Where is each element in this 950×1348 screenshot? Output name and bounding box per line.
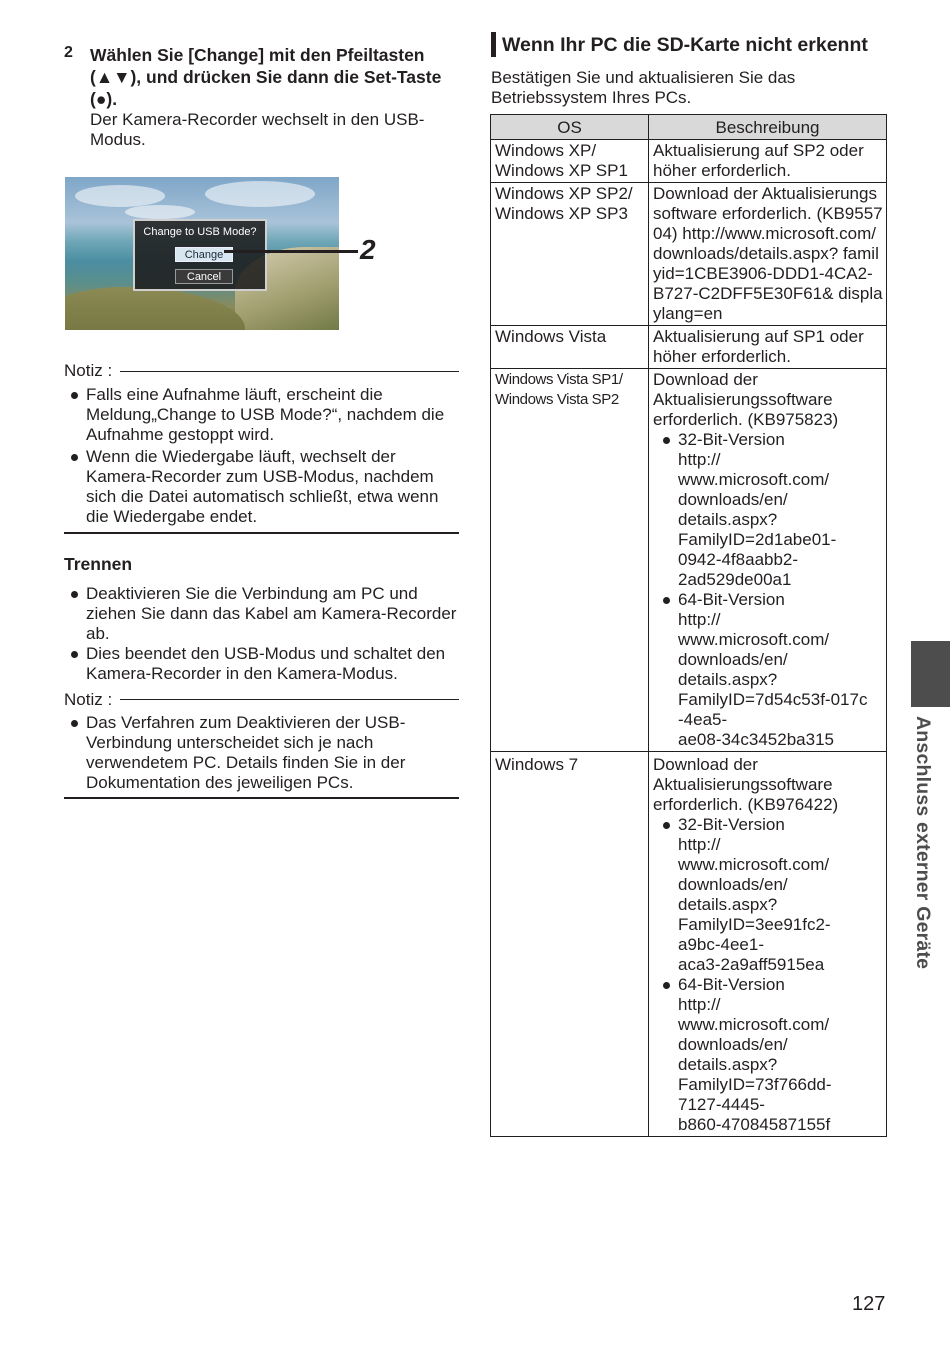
table-row <box>491 326 887 369</box>
list-item: Falls eine Aufnahme läuft, erscheint die Meldung„Change to USB Mode?“, nachdem die Aufnahme gestoppt wird. <box>64 385 460 445</box>
note-rule <box>120 371 459 372</box>
list-item: Dies beendet den USB-Modus und schaltet den Kamera-Recorder in den Kamera-Modus. <box>64 644 460 684</box>
description-cell: Download der Aktualisierungssoftware erforderlich. (KB955704) http://www.microsoft.com/ downloads/details.aspx? familyid=1CBE3906-DDD1-4CA2-B727-C2DFF5E30F61& displaylang=en <box>649 183 887 326</box>
table-row <box>491 752 887 1137</box>
chapter-tab <box>911 641 950 707</box>
disconnect-list <box>64 584 460 684</box>
note-rule <box>120 699 459 700</box>
section-heading: Wenn Ihr PC die SD-Karte nicht erkennt <box>491 32 868 57</box>
version-label: 32-Bit-Version <box>678 815 785 834</box>
step-heading: Wählen Sie [Change] mit den Pfeiltasten (▲▼), und drücken Sie dann die Set-Taste (●). <box>90 45 442 109</box>
version-label: 32-Bit-Version <box>678 430 785 449</box>
table-row <box>491 183 887 326</box>
camera-screen-image <box>65 177 339 330</box>
download-link[interactable]: http:// www.microsoft.com/ downloads/en/ details.aspx? FamilyID=7d54c53f-017c -4ea5- ae08-34c3452ba315 <box>678 610 868 749</box>
note-list <box>64 385 460 527</box>
description-cell <box>649 369 887 752</box>
table-header-os: OS <box>491 115 649 140</box>
download-list <box>653 430 884 750</box>
os-table <box>490 114 887 1137</box>
divider <box>64 532 459 534</box>
os-cell: Windows Vista <box>491 326 649 369</box>
download-link[interactable]: http:// www.microsoft.com/ downloads/en/ details.aspx? FamilyID=3ee91fc2- a9bc-4ee1- aca3-2a9aff5915ea <box>678 835 831 974</box>
table-header-description: Beschreibung <box>649 115 887 140</box>
table-row <box>491 140 887 183</box>
list-item <box>653 975 884 1135</box>
description-text: Download der Aktualisierungssoftware erforderlich. (KB975823) <box>653 370 839 429</box>
description-cell: Aktualisierung auf SP1 oder höher erforderlich. <box>649 326 887 369</box>
description-cell <box>649 752 887 1137</box>
step-number: 2 <box>64 44 73 61</box>
list-item: Deaktivieren Sie die Verbindung am PC und ziehen Sie dann das Kabel am Kamera-Recorder ab. <box>64 584 460 644</box>
os-cell: Windows XP/ Windows XP SP1 <box>491 140 649 183</box>
version-label: 64-Bit-Version <box>678 590 785 609</box>
version-label: 64-Bit-Version <box>678 975 785 994</box>
download-list <box>653 815 884 1135</box>
section-intro: Bestätigen Sie und aktualisieren Sie das Betriebssystem Ihres PCs. <box>491 68 796 107</box>
list-item <box>653 815 884 975</box>
list-item: Das Verfahren zum Deaktivieren der USB-Verbindung unterscheidet sich je nach verwendetem PC. Details finden Sie in der Dokumentation des jeweiligen PCs. <box>64 713 460 793</box>
download-link[interactable]: http:// www.microsoft.com/ downloads/en/ details.aspx? FamilyID=2d1abe01- 0942-4f8aabb2- 2ad529de00a1 <box>678 450 837 589</box>
os-cell: Windows XP SP2/ Windows XP SP3 <box>491 183 649 326</box>
change-button[interactable]: Change <box>175 247 233 262</box>
chapter-title: Anschluss externer Geräte <box>912 716 934 970</box>
os-cell: Windows 7 <box>491 752 649 1137</box>
divider <box>64 797 459 799</box>
section-title: Trennen <box>64 554 133 574</box>
download-link[interactable]: http:// www.microsoft.com/ downloads/en/ details.aspx? FamilyID=73f766dd- 7127-4445- b860-47084587155f <box>678 995 832 1134</box>
table-row <box>491 369 887 752</box>
cancel-button[interactable]: Cancel <box>175 269 233 284</box>
description-text: Download der Aktualisierungssoftware erforderlich. (KB976422) <box>653 755 839 814</box>
list-item <box>653 590 884 750</box>
callout-line <box>224 250 358 253</box>
list-item <box>653 430 884 590</box>
dialog-title: Change to USB Mode? <box>143 226 257 238</box>
step-body: Der Kamera-Recorder wechselt in den USB-Modus. <box>90 110 425 149</box>
description-cell: Aktualisierung auf SP2 oder höher erforderlich. <box>649 140 887 183</box>
page-number: 127 <box>852 1293 886 1315</box>
note-list <box>64 713 460 793</box>
callout-number: 2 <box>360 234 376 265</box>
note-label: Notiz : <box>64 361 113 380</box>
usb-mode-dialog <box>133 219 267 291</box>
os-cell: Windows Vista SP1/ Windows Vista SP2 <box>491 369 649 752</box>
list-item: Wenn die Wiedergabe läuft, wechselt der Kamera-Recorder zum USB-Modus, nachdem sich die Datei automatisch schließt, etwa wenn die Wiedergabe endet. <box>64 447 460 527</box>
note-label: Notiz : <box>64 690 113 709</box>
